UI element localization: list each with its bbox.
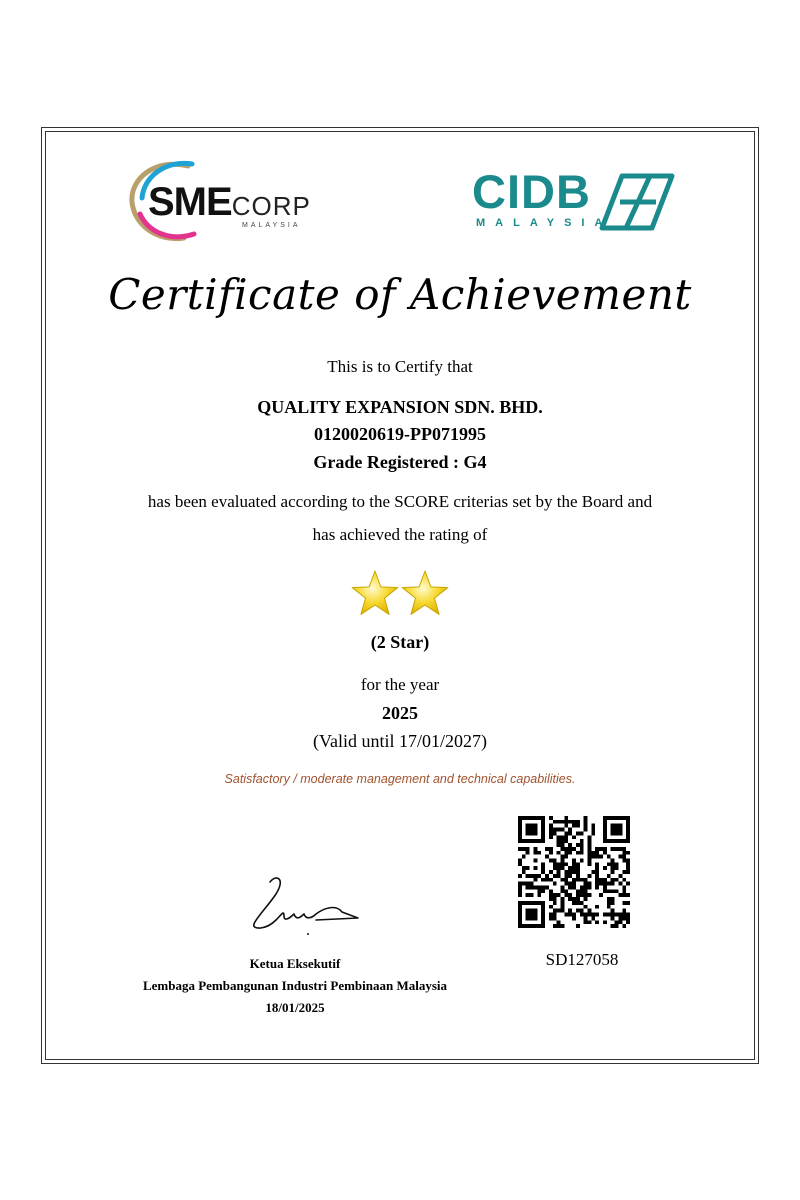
evaluation-line-2: has achieved the rating of xyxy=(312,525,488,544)
sme-wordmark-subtitle: MALAYSIA xyxy=(242,222,301,229)
evaluation-line-1: has been evaluated according to the SCORE criterias set by the Board and xyxy=(147,492,653,511)
cidb-emblem-icon xyxy=(598,172,676,234)
rating-remark: Satisfactory / moderate management and technical capabilities. xyxy=(224,772,576,786)
signature-image xyxy=(246,872,362,936)
signatory-title: Ketua Eksekutif xyxy=(249,956,341,971)
cidb-wordmark: CIDB xyxy=(472,165,591,218)
rating-label: (2 Star) xyxy=(370,632,430,652)
cidb-wordmark-subtitle: MALAYSIA xyxy=(476,217,613,229)
sme-corp-logo xyxy=(126,158,326,242)
company-name: QUALITY EXPANSION SDN. BHD. xyxy=(257,397,543,417)
sme-wordmark-secondary: CORP xyxy=(231,191,311,221)
certificate-title: Certificate of Achievement xyxy=(108,270,692,319)
star-rating xyxy=(350,569,450,619)
sme-wordmark-primary: SME xyxy=(148,180,232,224)
grade-registered: Grade Registered : G4 xyxy=(313,452,487,472)
certificate-year: 2025 xyxy=(382,703,418,723)
verification-code: SD127058 xyxy=(545,950,619,969)
signatory-organisation: Lembaga Pembangunan Industri Pembinaan Malaysia xyxy=(142,978,448,993)
verification-qr-code xyxy=(518,816,630,928)
valid-until: (Valid until 17/01/2027) xyxy=(313,731,487,751)
sme-corp-wordmark xyxy=(148,180,311,225)
cidb-logo xyxy=(472,165,682,240)
star-icon xyxy=(402,571,448,614)
star-icon xyxy=(352,571,398,614)
signing-date: 18/01/2025 xyxy=(265,1000,325,1015)
registration-number: 0120020619-PP071995 xyxy=(314,424,486,444)
certify-line: This is to Certify that xyxy=(327,357,473,376)
for-the-year-label: for the year xyxy=(360,675,440,694)
